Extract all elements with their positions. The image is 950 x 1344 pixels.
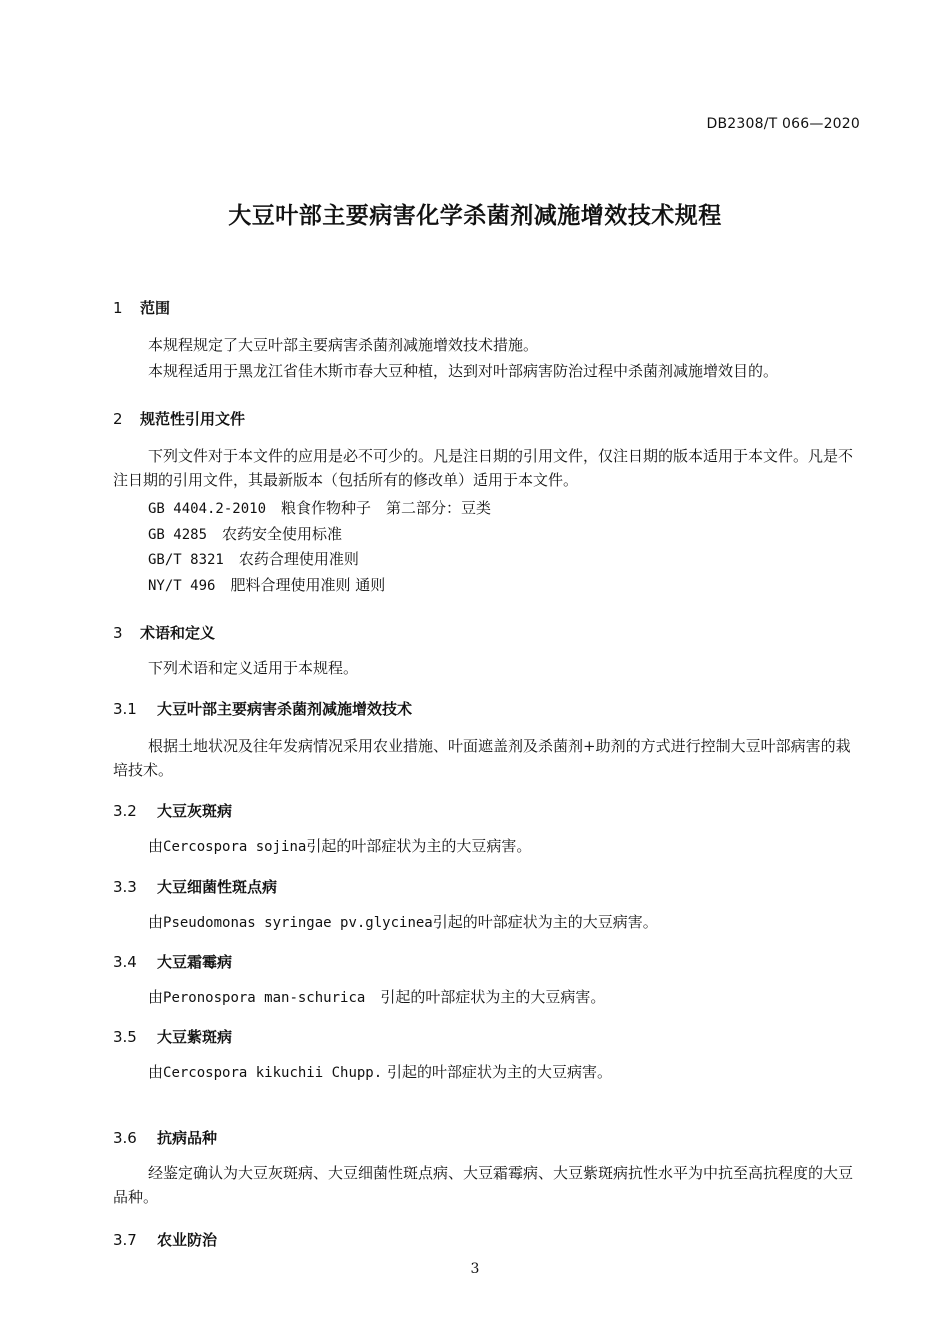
reference-item: [148, 523, 342, 544]
page-number: 3: [470, 1261, 480, 1277]
paragraph: 本规程适用于黑龙江省佳木斯市春大豆种植，达到对叶部病害防治过程中杀菌剂减施增效目的。: [148, 362, 779, 380]
definition-paragraph: [148, 910, 863, 935]
section-number: 3.5: [113, 1028, 137, 1046]
definition-suffix: 引起的叶部症状为主的大豆病害。: [432, 913, 658, 931]
definition-paragraph: [148, 834, 863, 859]
paragraph: 根据土地状况及往年发病情况采用农业措施、叶面遮盖剂及杀菌剂+助剂的方式进行控制大豆叶部病害的栽培技术。: [113, 737, 851, 779]
section-3-6-heading: [113, 1127, 217, 1148]
section-number: 3.6: [113, 1129, 137, 1147]
document-title: 大豆叶部主要病害化学杀菌剂减施增效技术规程: [228, 203, 722, 229]
section-1-heading: [113, 297, 170, 318]
section-title: 大豆叶部主要病害杀菌剂减施增效技术: [157, 700, 413, 718]
section-number: 3.3: [113, 878, 137, 896]
section-title: 大豆霜霉病: [157, 953, 233, 971]
section-number: 3.4: [113, 953, 137, 971]
reference-name: 粮食作物种子 第二部分：豆类: [281, 499, 492, 517]
section-3-4-heading: [113, 951, 232, 972]
definition-prefix: 由: [148, 913, 164, 931]
definition-suffix: 引起的叶部症状为主的大豆病害。: [306, 837, 532, 855]
paragraph: 经鉴定确认为大豆灰斑病、大豆细菌性斑点病、大豆霜霉病、大豆紫斑病抗性水平为中抗至高抗程度的大豆品种。: [113, 1164, 854, 1206]
section-2-heading: [113, 408, 245, 429]
section-3-7-heading: [113, 1229, 217, 1250]
reference-code: GB 4285: [148, 527, 208, 543]
section-3-heading: [113, 622, 215, 643]
section-title: 大豆紫斑病: [157, 1028, 233, 1046]
section-3-3-heading: [113, 876, 277, 897]
reference-name: 肥料合理使用准则 通则: [230, 576, 386, 594]
reference-name: 农药合理使用准则: [238, 550, 359, 568]
section-number: 3: [113, 624, 123, 642]
definition-prefix: 由: [148, 1063, 164, 1081]
latin-name: Cercospora sojina: [163, 839, 307, 855]
section-title: 规范性引用文件: [140, 410, 246, 428]
reference-code: GB 4404.2-2010: [148, 501, 267, 517]
section-title: 范围: [140, 299, 171, 317]
section-number: 3.2: [113, 802, 137, 820]
reference-name: 农药安全使用标准: [222, 525, 343, 543]
standard-code: DB2308/T 066—2020: [706, 116, 860, 132]
section-3-1-heading: [113, 698, 412, 719]
latin-name: Pseudomonas syringae pv.glycinea: [163, 915, 433, 931]
section-number: 3.7: [113, 1231, 137, 1249]
reference-item: [148, 574, 385, 595]
section-number: 2: [113, 410, 123, 428]
definition-paragraph: [148, 1060, 863, 1085]
section-number: 1: [113, 299, 123, 317]
section-3-2-heading: [113, 800, 232, 821]
section-number: 3.1: [113, 700, 137, 718]
latin-name: Cercospora kikuchii Chupp.: [163, 1065, 383, 1081]
section-title: 农业防治: [157, 1231, 218, 1249]
section-title: 术语和定义: [140, 624, 216, 642]
section-title: 抗病品种: [157, 1129, 218, 1147]
section-title: 大豆灰斑病: [157, 802, 233, 820]
definition-paragraph: [148, 985, 863, 1010]
reference-code: GB/T 8321: [148, 552, 224, 568]
paragraph: 下列术语和定义适用于本规程。: [148, 659, 359, 677]
definition-suffix: 引起的叶部症状为主的大豆病害。: [386, 1063, 612, 1081]
latin-name: Peronospora man-schurica: [163, 990, 366, 1006]
definition-prefix: 由: [148, 837, 164, 855]
reference-item: [148, 548, 359, 569]
definition-suffix: 引起的叶部症状为主的大豆病害。: [380, 988, 606, 1006]
paragraph: 本规程规定了大豆叶部主要病害杀菌剂减施增效技术措施。: [148, 336, 539, 354]
definition-prefix: 由: [148, 988, 164, 1006]
paragraph: 下列文件对于本文件的应用是必不可少的。凡是注日期的引用文件，仅注日期的版本适用于本文件。凡是不注日期的引用文件，其最新版本（包括所有的修改单）适用于本文件。: [113, 447, 854, 489]
section-3-5-heading: [113, 1026, 232, 1047]
section-title: 大豆细菌性斑点病: [157, 878, 278, 896]
reference-code: NY/T 496: [148, 578, 216, 594]
reference-item: [148, 497, 491, 518]
